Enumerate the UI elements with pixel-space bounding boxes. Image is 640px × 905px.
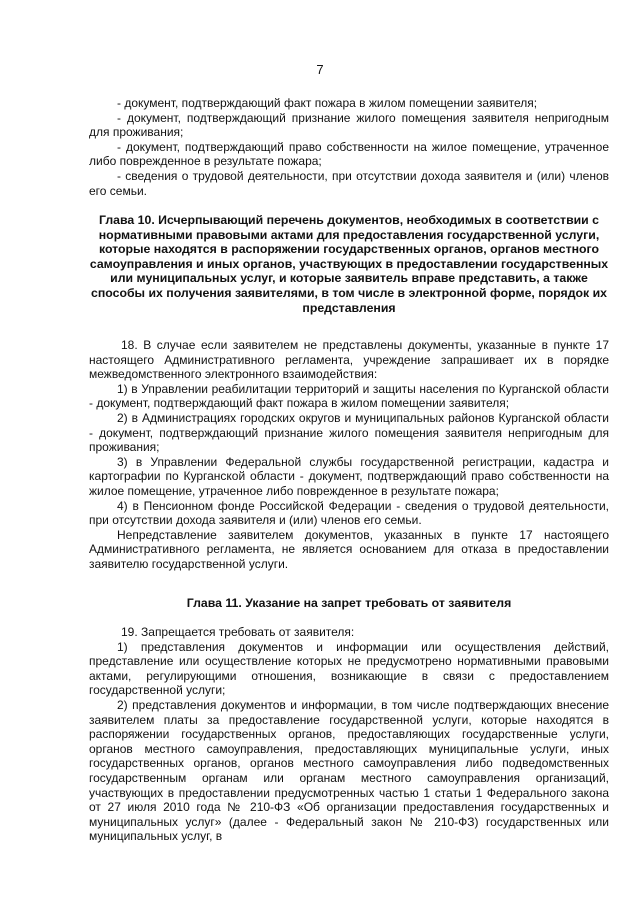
chapter-11-heading [82,596,616,611]
intro-list [89,96,609,198]
paragraph: 1) в Управлении реабилитации территорий и защиты населения по Курганской области - документ, подтверждающий факт пожара в жилом помещении заявителя; [89,381,609,411]
paragraph: 2) в Администрациях городских округов и муниципальных районов Курганской области - документ, подтверждающий признание жилого помещения заявителя непригодным для проживания; [89,410,609,455]
chapter-title: Глава 11. Указание на запрет требовать от заявителя [186,596,512,610]
chapter-11-body [89,625,609,844]
list-item: - документ, подтверждающий признание жилого помещения заявителя непригодным для проживания; [89,110,609,140]
list-item: - документ, подтверждающий право собственности на жилое помещение, утраченное либо поврежденное в результате пожара; [89,139,609,169]
chapter-title: Глава 10. Исчерпывающий перечень документов, необходимых в соответствии с нормативными правовыми актами для предоставления государственной услуги, которые находятся в распоряжении государственных органов, органов местного самоуправления и иных органов, участвующих в предоставлении государственных или муниципальных услуг, и которые заявитель вправе представить, а также способы их получения заявителями, в том числе в электронной форме, порядок их представления [89,213,609,315]
chapter-10-heading [82,213,616,315]
paragraph: 18. В случае если заявителем не представлены документы, указанные в пункте 17 настоящего Административного регламента, учреждение запрашивает их в порядке межведомственного электронного взаимодействия: [89,338,609,382]
list-item: - документ, подтверждающий факт пожара в жилом помещении заявителя; [117,96,538,110]
paragraph: 1) представления документов и информации или осуществления действий, представление или осуществление которых не предусмотрено нормативными правовыми актами, регулирующими отношения, возникающие в связи с предоставлением государственной услуги; [89,639,609,698]
paragraph: 3) в Управлении Федеральной службы государственной регистрации, кадастра и картографии по Курганской области - документ, подтверждающий право собственности на жилое помещение, утраченное либо поврежденное в результате пожара; [89,454,609,498]
paragraph: 2) представления документов и информации, в том числе подтверждающих внесение заявителем платы за предоставление государственной услуги, которые находятся в распоряжении государственных органов, предоставляющих государственные услуги, органов местного самоуправления, предоставляющих муниципальные услуги, иных государственных органов, органов местного самоуправления либо подведомственных государственным органам или органам местного самоуправления организаций, участвующих в предоставлении предусмотренных частью 1 статьи 1 Федерального закона от 27 июля 2010 года № 210-ФЗ «Об организации предоставления государственных и муниципальных услуг» (далее - Федеральный закон № 210-ФЗ) государственных или муниципальных услуг, в [89,697,609,844]
paragraph: 19. Запрещается требовать от заявителя: [121,625,355,639]
paragraph: Непредставление заявителем документов, указанных в пункте 17 настоящего Административного регламента, не является основанием для отказа в предоставлении заявителю государственной услуги. [89,527,609,571]
page-number: 7 [316,62,324,77]
list-item: - сведения о трудовой деятельности, при отсутствии дохода заявителя и (или) членов его семьи. [89,168,609,198]
paragraph: 4) в Пенсионном фонде Российской Федерации - сведения о трудовой деятельности, при отсутствии дохода заявителя и (или) членов его семьи. [89,498,609,528]
chapter-10-body [89,338,609,572]
